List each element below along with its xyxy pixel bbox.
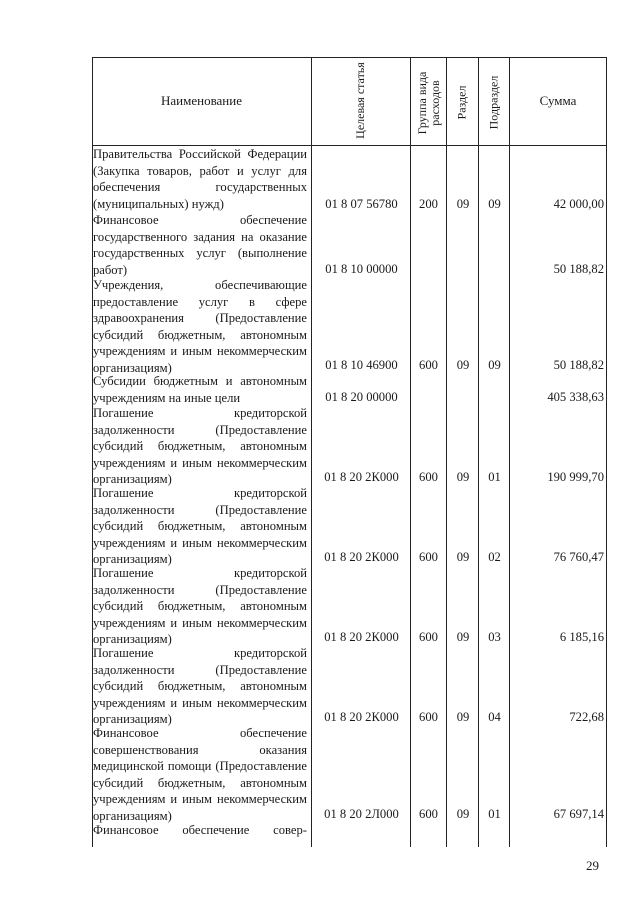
row-group: 600	[419, 470, 438, 484]
row-name: Погашение кредиторской задолженности (Предоставление субсидий бюджетным, автономным учреждениям и иным некоммерческим организациям)	[93, 486, 307, 567]
row-group: 600	[419, 807, 438, 821]
row-sum: 67 697,14	[553, 807, 604, 821]
row-section: 09	[456, 470, 470, 484]
row-sum: 50 188,82	[553, 358, 604, 372]
row-subsection: 04	[488, 710, 501, 724]
row-sum: 76 760,47	[553, 550, 604, 564]
row-sum: 405 338,63	[547, 390, 604, 404]
row-subsection: 02	[488, 550, 501, 564]
row-group: 200	[419, 197, 438, 211]
header-sum: Сумма	[539, 93, 577, 108]
row-sum: 50 188,82	[553, 262, 604, 276]
row-section: 09	[456, 710, 470, 724]
row-code: 01 8 20 00000	[325, 390, 398, 404]
row-code: 01 8 10 00000	[325, 262, 398, 276]
row-name: Финансовое обеспечение государственного задания на оказание государственных услуг (выполнение работ)	[93, 213, 307, 277]
header-section: Раздел	[454, 85, 469, 120]
row-code: 01 8 20 2К000	[324, 630, 399, 644]
row-group: 600	[419, 710, 438, 724]
row-section: 09	[456, 550, 470, 564]
row-name: Учреждения, обеспечивающие предоставление услуг в сфере здравоохранения (Предоставление субсидий бюджетным, автономным учреждениям и иным некоммерческим организациям)	[93, 278, 307, 375]
row-section: 09	[456, 630, 470, 644]
row-code: 01 8 20 2Л000	[324, 807, 399, 821]
page-number: 29	[586, 858, 599, 873]
row-subsection: 01	[488, 807, 501, 821]
row-name: Погашение кредиторской задолженности (Предоставление субсидий бюджетным, автономным учреждениям и иным некоммерческим организациям)	[93, 646, 307, 727]
header-code: Целевая статья	[353, 62, 367, 139]
row-subsection: 09	[488, 358, 501, 372]
row-code: 01 8 07 56780	[325, 197, 398, 211]
row-name: Финансовое обеспечение совер-	[93, 823, 307, 837]
row-sum: 42 000,00	[553, 197, 604, 211]
row-group: 600	[419, 630, 438, 644]
row-sum: 6 185,16	[559, 630, 604, 644]
row-group: 600	[419, 358, 438, 372]
row-section: 09	[456, 197, 470, 211]
row-sum: 722,68	[569, 710, 604, 724]
row-name: Погашение кредиторской задолженности (Предоставление субсидий бюджетным, автономным учреждениям и иным некоммерческим организациям)	[93, 406, 307, 487]
row-subsection: 09	[488, 197, 501, 211]
row-section: 09	[456, 807, 470, 821]
row-code: 01 8 20 2К000	[324, 550, 399, 564]
row-group: 600	[419, 550, 438, 564]
row-code: 01 8 10 46900	[325, 358, 398, 372]
row-code: 01 8 20 2К000	[324, 470, 399, 484]
row-subsection: 01	[488, 470, 501, 484]
row-name: Субсидии бюджетным и автономным учреждениям на иные цели	[93, 374, 307, 405]
header-name: Наименование	[161, 93, 242, 108]
row-sum: 190 999,70	[547, 470, 604, 484]
row-code: 01 8 20 2К000	[324, 710, 399, 724]
row-name: Погашение кредиторской задолженности (Предоставление субсидий бюджетным, автономным учреждениям и иным некоммерческим организациям)	[93, 566, 307, 647]
row-name: Финансовое обеспечение совершенствования оказания медицинской помощи (Предоставление субсидий бюджетным, автономным учреждениям и иным некоммерческим организациям)	[93, 726, 307, 823]
header-subsection: Подраздел	[486, 75, 501, 130]
row-name: Правительства Российской Федерации (Закупка товаров, работ и услуг для обеспечения государственных (муниципальных) нужд)	[93, 147, 307, 211]
row-subsection: 03	[488, 630, 501, 644]
header-group: Группа вида расходов	[415, 71, 442, 135]
row-section: 09	[456, 358, 470, 372]
